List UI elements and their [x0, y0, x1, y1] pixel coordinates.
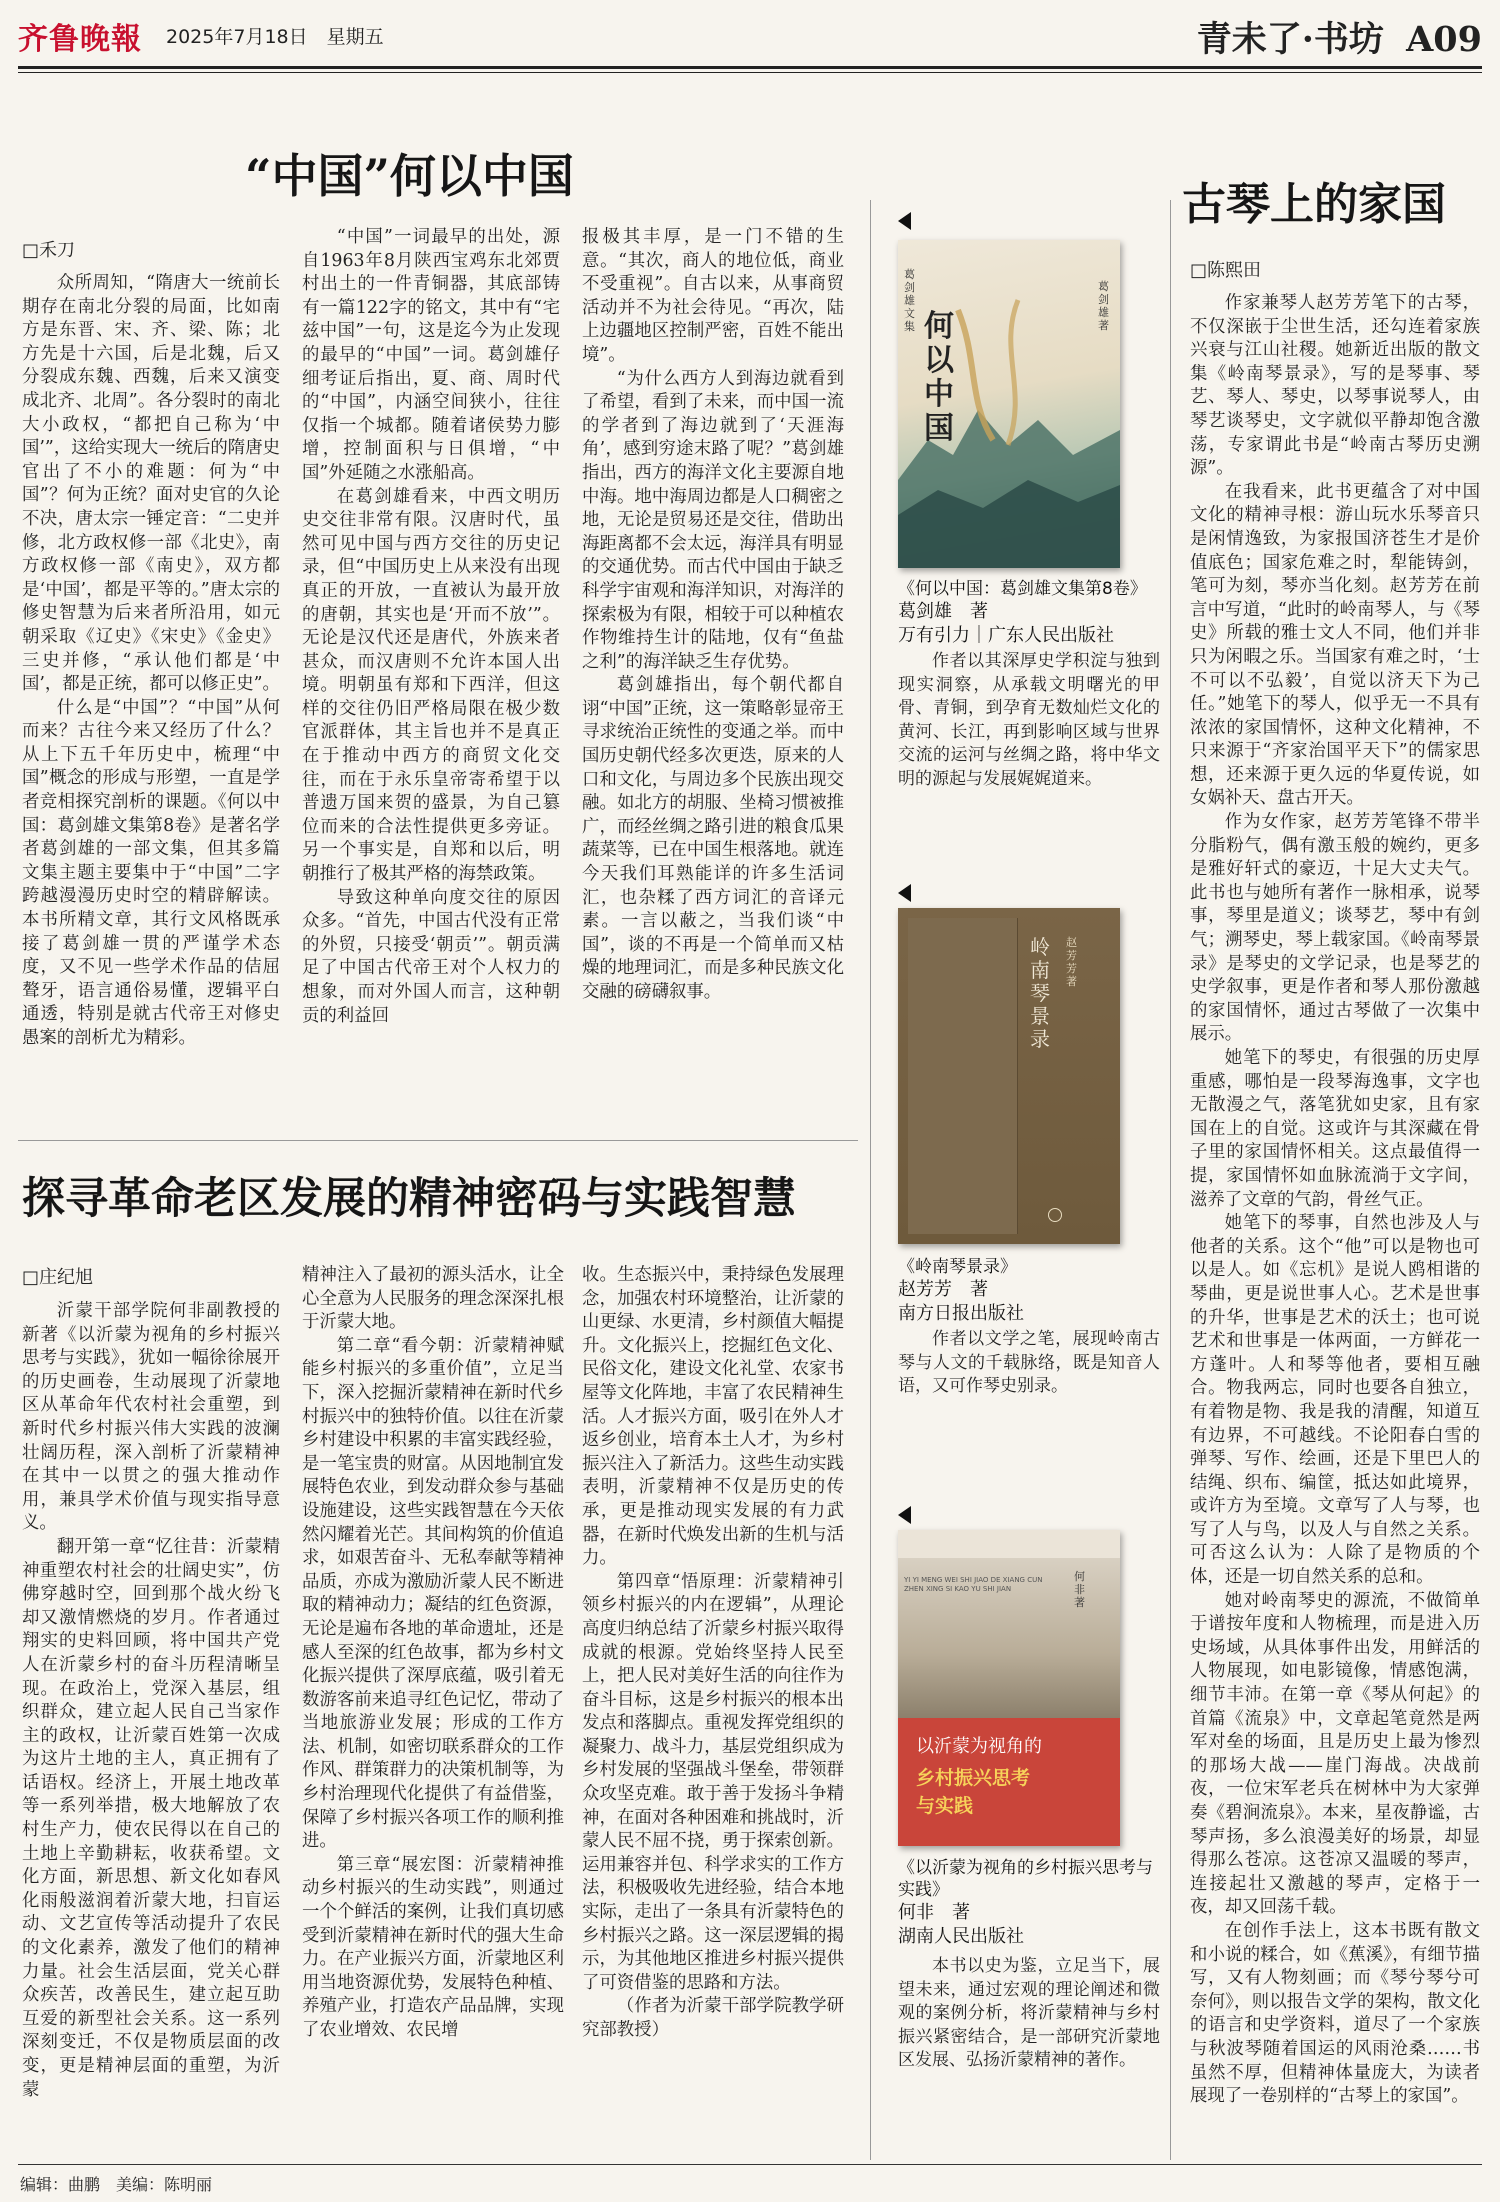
pointer-arrow-icon — [898, 884, 911, 902]
paragraph: （作者为沂蒙干部学院教学研究部教授） — [582, 1996, 844, 2040]
paragraph: 第二章“看今朝：沂蒙精神赋能乡村振兴的多重价值”，立足当下，深入挖掘沂蒙精神在新时代乡村振兴中的独特价值。以往在沂蒙乡村建设中积累的丰富实践经验，是一笔宝贵的财富。从因地制宜发展特色农业，到发动群众参与基础设施建设，这些实践智慧在今天依然闪耀着光芒。其间构筑的价值追求，如艰苦奋斗、无私奉献等精神品质，亦成为激励沂蒙人民不断进取的精神动力；凝结的红色资源，无论是遍布各地的革命遗址，还是感人至深的红色故事，都为乡村文化振兴提供了深厚底蕴，吸引着无数游客前来追寻红色记忆，带动了当地旅游业发展；形成的工作方法、机制，如密切联系群众的工作作风、群策群力的决策机制等，为乡村治理现代化提供了有益借鉴，保障了乡村振兴各项工作的顺利推进。 — [302, 1335, 564, 1852]
book-author: 何非 著 — [898, 1902, 970, 1923]
paragraph: 她对岭南琴史的源流，不做简单于谱按年度和人物梳理，而是进入历史场域，从具体事件出发，用鲜活的人物展现，如电影镜像，情感饱满，细节丰沛。在第一章《琴从何起》的首篇《流泉》中，文章起笔竟然是两军对垒的场面，且是历史上最为惨烈的那场大战——崖门海战。决战前夜，一位宋军老兵在树林中为大家弹奏《碧涧流泉》。本来，星夜静谧，古琴声扬，多么浪漫美好的场景，却显得那么苍凉。这苍凉又温暖的琴声，连接起壮又激越的琴声，定格于一夜，却又回荡千载。 — [1190, 1590, 1480, 1918]
column-separator — [1170, 200, 1171, 2160]
paragraph: 第三章“展宏图：沂蒙精神推动乡村振兴的生动实践”，则通过一个个鲜活的案例，让我们真切感受到沂蒙精神在新时代的强大生命力。在产业振兴方面，沂蒙地区利用当地资源优势，发展特色种植、养殖产业，打造农产品品牌，实现了农业增效、农民增 — [302, 1854, 564, 2040]
paragraph: 收。生态振兴中，秉持绿色发展理念，加强农村环境整治，让沂蒙的山更绿、水更清，乡村颜值大幅提升。文化振兴上，挖掘红色文化、民俗文化，建设文化礼堂、农家书屋等文化阵地，丰富了农民精神生活。人才振兴方面，吸引在外人才返乡创业，培育本土人才，为乡村振兴注入了新活力。这些生动实践表明，沂蒙精神不仅是历史的传承，更是推动现实发展的有力武器，在新时代焕发出新的生机与活力。 — [582, 1265, 844, 1569]
paragraph: 翻开第一章“忆往昔：沂蒙精神重塑农村社会的壮阔史实”，仿佛穿越时空，回到那个战火纷飞却又激情燃烧的岁月。作者通过翔实的史料回顾，将中国共产党人在沂蒙乡村的奋斗历程清晰呈现。在政治上，党深入基层，组织群众，建立起人民自己当家作主的政权，让沂蒙百姓第一次成为这片土地的主人，真正拥有了话语权。经济上，开展土地改革等一系列举措，极大地解放了农村生产力，使农民得以在自己的土地上辛勤耕耘，收获希望。文化方面，新思想、新文化如春风化雨般滋润着沂蒙大地，扫盲运动、文艺宣传等活动提升了农民的文化素养，激发了他们的精神力量。社会生活层面，党关心群众疾苦，改善民生，建立起互助互爱的新型社会关系。这一系列深刻变迁，不仅是物质层面的改变，更是精神层面的重塑，为沂蒙 — [22, 1536, 280, 2100]
paragraph: 她笔下的琴事，自然也涉及人与他者的关系。这个“他”可以是物也可以是人。如《忘机》是说人鸥相谐的琴曲，更是说世事人心。艺术是世事的升华，世事是艺术的沃土；也可说艺术和世事是一体两面，一方鲜花一方蓬叶。人和琴等他者，要相互融合。物我两忘，同时也要各自独立，有着物是物、我是我的清醒，知道互有边界，不可越线。不论阳春白雪的弹琴、写作、绘画，还是下里巴人的结绳、织布、编筐，抵达如此境界，或许方为至境。文章写了人与琴，也写了人与鸟，以及人与自然之关系。可否这么认为：人除了是物质的个体，还是一切自然关系的总和。 — [1190, 1213, 1480, 1588]
book-desc-2: 作者以文学之笔，展现岭南古琴与人文的千载脉络，既是知音人语，又可作琴史别录。 — [898, 1329, 1160, 1396]
book-desc-1: 作者以其深厚史学积淀与独到现实洞察，从承载文明曙光的甲骨、青铜，到孕育无数灿烂文化的黄河、长江，再到影响区域与世界交流的运河与丝绸之路，将中华文明的源起与发展娓娓道来。 — [898, 651, 1160, 789]
paragraph: 精神注入了最初的源头活水，让全心全意为人民服务的理念深深扎根于沂蒙大地。 — [302, 1265, 564, 1333]
book-info-2 — [898, 1256, 1160, 1326]
article2-title: 探寻革命老区发展的精神密码与实践智慧 — [22, 1174, 796, 1224]
paragraph: 报极其丰厚，是一门不错的生意。“其次，商人的地位低，商业不受重视”。自古以来，从事商贸活动并不为社会待见。“再次，陆上边疆地区控制严密，百姓不能出境”。 — [582, 227, 844, 365]
book-info-3 — [898, 1857, 1160, 1949]
book-cover-1 — [898, 240, 1120, 568]
pointer-arrow-icon — [898, 1506, 911, 1524]
masthead-rule — [18, 66, 1482, 69]
cover-author: 赵芳芳 著 — [1066, 936, 1077, 988]
cover-pinyin: YI YI MENG WEI SHI JIAO DE XIANG CUN ZHEN XING SI KAO YU SHI JIAN — [904, 1576, 1043, 1593]
book-author: 赵芳芳 著 — [898, 1279, 988, 1300]
masthead — [18, 8, 1482, 66]
footer-rule — [18, 2164, 1482, 2165]
article2-byline: □庄纪旭 — [22, 1267, 94, 1288]
cover-title: 岭南琴景录 — [1030, 935, 1050, 1051]
article2-column-1 — [22, 1300, 280, 2160]
book-cover-3 — [898, 1530, 1120, 1846]
section-header — [1197, 12, 1482, 62]
book-title: 《以沂蒙为视角的乡村振兴思考与实践》 — [898, 1858, 1153, 1900]
cover-title-big: 乡村振兴思考与实践 — [916, 1767, 1031, 1817]
masthead-rule-thin — [18, 72, 1482, 73]
book-title: 《何以中国：葛剑雄文集第8卷》 — [898, 579, 1147, 599]
paragraph: 葛剑雄指出，每个朝代都自诩“中国”正统，这一策略彰显帝王寻求统治正统性的变通之举。而中国历史朝代经多次更迭，原来的人口和文化，与周边多个民族出现交融。如北方的胡服、坐椅习惯被推广，而经丝绸之路引进的粮食瓜果蔬菜等，已在中国生根落地。就连今天我们耳熟能详的许多生活词汇，也杂糅了西方词汇的音译元素。一言以蔽之，当我们谈“中国”，谈的不再是一个简单而又枯燥的地理词汇，而是多种民族文化交融的磅礴叙事。 — [582, 675, 844, 1002]
book-publisher: 南方日报出版社 — [898, 1303, 1024, 1324]
paragraph: “中国”一词最早的出处，源自1963年8月陕西宝鸡东北郊贾村出土的一件青铜器，其底部铸有一篇122字的铭文，其中有“宅兹中国”一句，这是迄今为止发现的最早的“中国”一词。葛剑雄仔细考证后指出，夏、商、周时代的“中国”，内涵空间狭小，往往仅指一个城都。随着诸侯势力膨增，控制面积与日俱增，“中国”外延随之水涨船高。 — [302, 227, 560, 483]
cover-title-small: 以沂蒙为视角的 — [916, 1736, 1042, 1757]
paragraph: 在创作手法上，这本书既有散文和小说的糅合，如《蕉溪》，有细节描写，又有人物刻画；而《琴兮琴兮可奈何》，则以报告文学的架构，散文化的语言和史学资料，道尽了一个家族与秋波琴随着国运的风雨沧桑……书虽然不厚，但精神体量庞大，为读者展现了一卷别样的“古琴上的家国”。 — [1190, 1920, 1480, 2107]
book-title: 《岭南琴景录》 — [898, 1257, 1017, 1277]
cover-author: 何非 著 — [1074, 1570, 1085, 1609]
paragraph: 沂蒙干部学院何非副教授的新著《以沂蒙为视角的乡村振兴思考与实践》，犹如一幅徐徐展开的历史画卷，生动展现了沂蒙地区从革命年代农村社会重塑，到新时代乡村振兴伟大实践的波澜壮阔历程，深入剖析了沂蒙精神在其中一以贯之的强大推动作用，兼具学术价值与现实指导意义。 — [22, 1301, 280, 1534]
issue-date: 2025年7月18日 星期五 — [166, 26, 384, 48]
paragraph: 她笔下的琴史，有很强的历史厚重感，哪怕是一段琴海逸事，文字也无散漫之气，落笔犹如史家，且有家国在上的自觉。这或许与其深藏在骨子里的家国情怀相关。这点最值得一提，家国情怀如血脉流淌于文字间，滋养了文章的气韵，骨丝气正。 — [1190, 1048, 1480, 1210]
article3-column — [1190, 292, 1480, 2160]
cover-title: 何以中国 — [924, 309, 954, 446]
article2-column-2 — [302, 1264, 564, 2160]
page-number: A09 — [1406, 19, 1482, 60]
paragraph: 作家兼琴人赵芳芳笔下的古琴，不仅深嵌于尘世生活，还勾连着家族兴衰与江山社稷。她新近出版的散文集《岭南琴景录》，写的是琴事、琴艺、琴人、琴史，以琴事说琴人，由琴艺谈琴史，文字就似平静却饱含激荡，专家谓此书是“岭南古琴历史溯源”。 — [1190, 293, 1480, 479]
paragraph: “为什么西方人到海边就看到了希望，看到了未来，而中国一流的学者到了海边就到了‘天涯海角’，感到穷途末路了呢？”葛剑雄指出，西方的海洋文化主要源自地中海。地中海周边都是人口稠密之地，无论是贸易还是交往，借助出海距离都不会太远，海洋具有明显的交通优势。而古代中国由于缺乏科学宇宙观和海洋知识，对海洋的探索极为有限，相较于可以种植农作物维持生计的陆地，仅有“鱼盐之利”的海洋缺乏生存优势。 — [582, 368, 844, 672]
paragraph: 作为女作家，赵芳芳笔锋不带半分脂粉气，偶有激玉般的婉约，更多是雅好轩式的豪迈，十足大丈夫气。此书也与她所有著作一脉相承，说琴事，琴里是道义；谈琴艺，琴中有剑气；溯琴史，琴上载家国。《岭南琴景录》是琴史的文学记录，也是琴艺的史学叙事，更是作者和琴人那份激越的家国情怀，通过古琴做了一次集中展示。 — [1190, 812, 1480, 1045]
book-desc-3: 本书以史为鉴，立足当下，展望未来，通过宏观的理论阐述和微观的案例分析，将沂蒙精神与乡村振兴紧密结合，是一部研究沂蒙地区发展、弘扬沂蒙精神的著作。 — [898, 1956, 1160, 2070]
book-publisher: 湖南人民出版社 — [898, 1926, 1024, 1947]
cover-panel — [908, 918, 1018, 1234]
section-name: 青未了·书坊 — [1196, 19, 1384, 60]
article3-title: 古琴上的家国 — [1182, 179, 1446, 230]
editor-credits: 编辑：曲鹏 美编：陈明丽 — [20, 2175, 213, 2194]
cover-series: 葛剑雄文集 — [904, 268, 915, 333]
paragraph: 众所周知，“隋唐大一统前长期存在南北分裂的局面，比如南方是东晋、宋、齐、梁、陈；北方先是十六国，后是北魏，后又分裂成东魏、西魏，后来又演变成北齐、北周”。各分裂时的南北大小政权，“都把自己称为‘中国’”，这给实现大一统后的隋唐史官出了不小的难题：何为“中国”？何为正统？面对史官的久论不决，唐太宗一锤定音：“二史并修，北方政权修一部《北史》，南方政权修一部《南史》，双方都是‘中国’，都是平等的。”唐太宗的修史智慧为后来者所沿用，如元朝采取《辽史》《宋史》《金史》三史并修，“承认他们都是‘中国’，都是正统，都可以修正史”。 — [22, 273, 280, 695]
paragraph: 什么是“中国”？“中国”从何而来？古往今来又经历了什么？从上下五千年历史中，梳理“中国”概念的形成与形塑，一直是学者竞相探究剖析的课题。《何以中国：葛剑雄文集第8卷》是著名学者葛剑雄的一部文集，但其多篇文集主题主要集中于“中国”二字跨越漫漫历史时空的精辟解读。本书所精文章，其行文风格既承接了葛剑雄一贯的严谨学术态度，又不见一些学术作品的佶屈聱牙，语言通俗易懂，逻辑平白通透，特别是就古代帝王对修史愚案的剖析尤为精彩。 — [22, 697, 280, 1048]
article-divider — [18, 1140, 858, 1141]
article2-column-3 — [582, 1264, 844, 2160]
book-publisher: 万有引力｜广东人民出版社 — [898, 625, 1114, 646]
paragraph: 第四章“悟原理：沂蒙精神引领乡村振兴的内在逻辑”，从理论高度归纳总结了沂蒙乡村振兴取得成就的根源。党始终坚持人民至上，把人民对美好生活的向往作为奋斗目标，这是乡村振兴的根本出发点和落脚点。重视发挥党组织的凝聚力、战斗力，基层党组织成为乡村发展的坚强战斗堡垒，带领群众攻坚克难。敢于善于发扬斗争精神，在面对各种困难和挑战时，沂蒙人民不屈不挠，勇于探索创新。运用兼容并包、科学求实的工作方法，积极吸收先进经验，结合本地实际，走出了一条具有沂蒙特色的乡村振兴之路。这一深层逻辑的揭示，为其他地区推进乡村振兴提供了可资借鉴的思路和方法。 — [582, 1571, 844, 1993]
cover-author: 葛剑雄 著 — [1098, 280, 1109, 332]
paragraph: 在我看来，此书更蕴含了对中国文化的精神寻根：游山玩水乐琴音只是闲情逸致，为家报国济苍生才是价值底色；国家危难之时，犁能铸剑，笔可为刻，琴亦当化刻。赵芳芳在前言中写道，“此时的岭南琴人，与《琴史》所载的雅士文人不同，他们并非只为闲暇之乐。当国家有难之时，‘士不可以不弘毅’，自觉以济天下为己任。”她笔下的琴人，似乎无一不具有浓浓的家国情怀，这种文化精神，不只来源于“齐家治国平天下”的儒家思想，还来源于更久远的华夏传说，如女娲补天、盘古开天。 — [1190, 481, 1480, 809]
article3-byline: □陈熙田 — [1190, 260, 1262, 281]
article1-title: “中国”何以中国 — [245, 149, 574, 203]
book-info-1 — [898, 578, 1160, 648]
column-separator — [870, 200, 871, 2160]
paragraph: 在葛剑雄看来，中西文明历史交往非常有限。汉唐时代，虽然可见中国与西方交往的历史记录，但“中国历史上从来没有出现真正的开放，一直被认为最开放的唐朝，其实也是‘开而不放’”。无论是汉代还是唐代，外族来者甚众，而汉唐则不允许本国人出境。明朝虽有郑和下西洋，但这样的交往仍旧严格局限在极少数官派群体，其主旨也并不是真正在于推动中西方的商贸文化交往，而在于永乐皇帝寄希望于以普遗万国来贺的盛景，为自己篡位而来的合法性提供更多旁证。另一个事实是，自郑和以后，明朝推行了极其严格的海禁政策。 — [302, 486, 560, 885]
article1-byline: □禾刀 — [22, 240, 76, 261]
publisher-logo-icon — [1048, 1208, 1062, 1222]
pointer-arrow-icon — [898, 212, 911, 230]
book-author: 葛剑雄 著 — [898, 601, 988, 622]
cover-red-band — [898, 1718, 1120, 1846]
paragraph: 导致这种单向度交往的原因众多。“首先，中国古代没有正常的外贸，只接受‘朝贡’”。朝贡满足了中国古代帝王对个人权力的想象，而对外国人而言，这种朝贡的利益回 — [302, 887, 560, 1026]
book-cover-2 — [898, 908, 1120, 1244]
newspaper-logo: 齐鲁晚報 — [18, 22, 142, 57]
